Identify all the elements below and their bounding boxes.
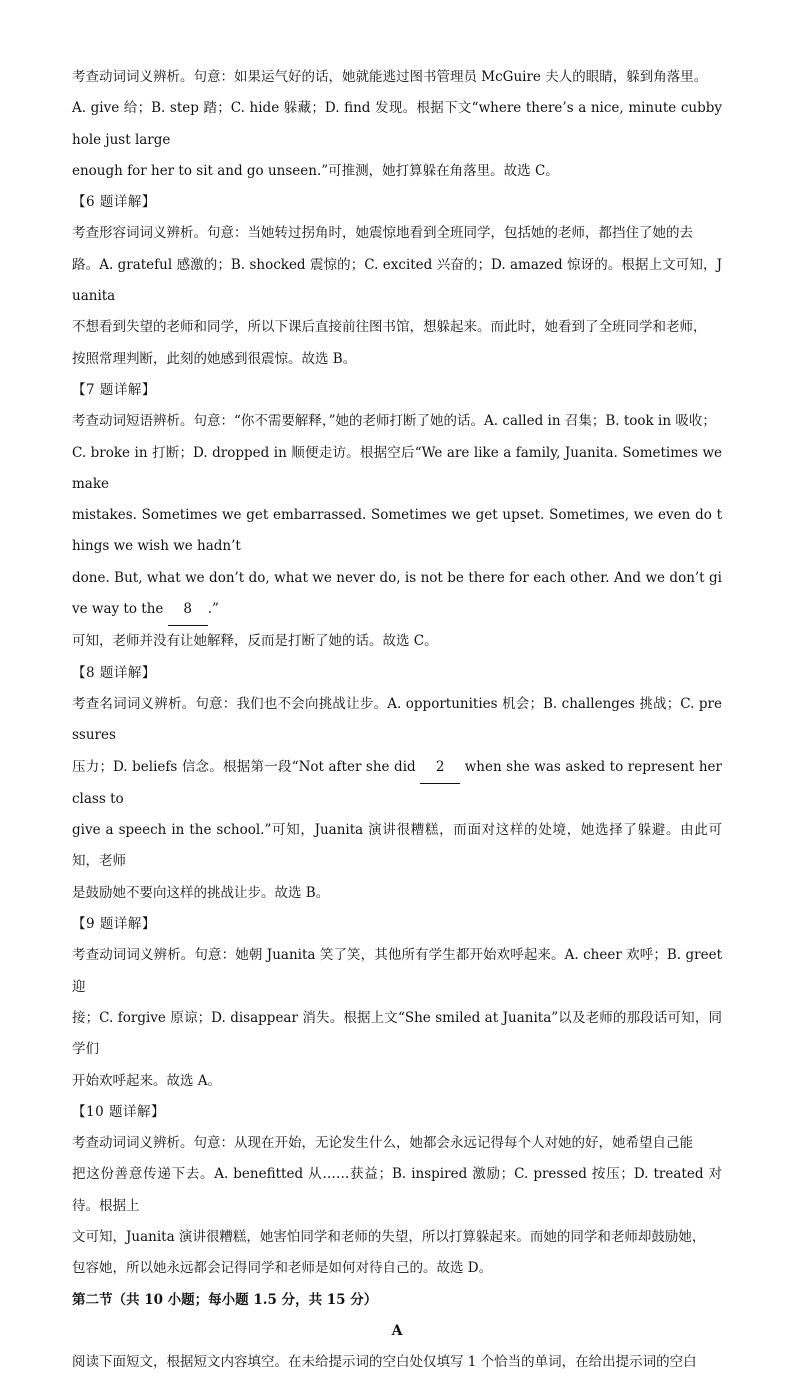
q8-line-1: 考查名词词义辨析。句意：我们也不会向挑战让步。A. opportunities 机会；B. challenges 挑战；C. pressures [72, 695, 722, 744]
q7-line-4-end: .” [207, 601, 219, 618]
q10-line-2: 把这份善意传递下去。A. benefitted 从……获益；B. inspired 激励；C. pressed 按压；D. treated 对待。根据上 [72, 1166, 722, 1214]
q9-line-1: 考查动词词义辨析。句意：她朝 Juanita 笑了笑，其他所有学生都开始欢呼起来。A. cheer 欢呼；B. greet 迎 [72, 947, 722, 995]
q9-heading: 【9 题详解】 [72, 916, 156, 933]
q7-line-4 [72, 563, 722, 627]
part-a-title: A [391, 1322, 403, 1339]
document-page [72, 62, 722, 1378]
q6-line-1: 考查形容词词义辨析。句意：当她转过拐角时，她震惊地看到全班同学，包括她的老师，都挡住了她的去 [72, 225, 693, 242]
section-2-instruction: 阅读下面短文，根据短文内容填空。在未给提示词的空白处仅填写 1 个恰当的单词，在给出提示词的空白 [72, 1354, 697, 1371]
q6-heading: 【6 题详解】 [72, 194, 156, 211]
q10-heading: 【10 题详解】 [72, 1103, 165, 1120]
q8-line-3: give a speech in the school.”可知，Juanita 演讲很糟糕，而面对这样的处境，她选择了躲避。由此可知，老师 [72, 822, 722, 870]
q6-line-3: 不想看到失望的老师和同学，所以下课后直接前往图书馆，想躲起来。而此时，她看到了全班同学和老师， [72, 319, 707, 336]
q8-heading: 【8 题详解】 [72, 664, 156, 681]
q7-line-5: 可知，老师并没有让她解释，反而是打断了她的话。故选 C。 [72, 633, 438, 650]
q10-line-4: 包容她，所以她永远都会记得同学和老师是如何对待自己的。故选 D。 [72, 1260, 493, 1277]
q7-heading: 【7 题详解】 [72, 381, 156, 398]
q9-line-2: 接；C. forgive 原谅；D. disappear 消失。根据上文“She smiled at Juanita”以及老师的那段话可知，同学们 [72, 1009, 722, 1058]
q10-line-3: 文可知，Juanita 演讲很糟糕，她害怕同学和老师的失望，所以打算躲起来。而她的同学和老师却鼓励她， [72, 1228, 706, 1245]
q8-line-2-end: when she was asked to represent her class to [72, 758, 722, 807]
q6-line-2: 路。A. grateful 感激的；B. shocked 震惊的；C. excited 兴奋的；D. amazed 惊讶的。根据上文可知，Juanita [72, 256, 722, 305]
q8-line-2 [72, 752, 722, 816]
q7-line-4-text: done. But, what we don’t do, what we never do, is not be there for each other. And we don’t give way to the [72, 569, 722, 618]
q5-analysis-line-1: 考查动词词义辨析。句意：如果运气好的话，她就能逃过图书管理员 McGuire 夫人的眼睛，躲到角落里。 [72, 69, 708, 85]
blank-8: 8 [168, 594, 208, 626]
q6-line-4: 按照常理判断，此刻的她感到很震惊。故选 B。 [72, 350, 357, 367]
q7-line-1: 考查动词短语辨析。句意：“你不需要解释，”她的老师打断了她的话。A. called in 召集；B. took in 吸收； [72, 413, 716, 430]
q10-line-1: 考查动词词义辨析。句意：从现在开始，无论发生什么，她都会永远记得每个人对她的好，她希望自己能 [72, 1135, 693, 1152]
section-2-heading: 第二节（共 10 小题；每小题 1.5 分，共 15 分） [72, 1291, 378, 1308]
q7-line-3: mistakes. Sometimes we get embarrassed. Sometimes we get upset. Sometimes, we even do things we wish we hadn’t [72, 507, 722, 555]
q5-analysis-line-2: A. give 给；B. step 踏；C. hide 躲藏；D. find 发现。根据下文“where there’s a nice, minute cubbyhole just large [72, 100, 722, 148]
q8-line-2-text: 压力；D. beliefs 信念。根据第一段“Not after she did [72, 758, 421, 775]
q7-line-2: C. broke in 打断；D. dropped in 顺便走访。根据空后“We are like a family, Juanita. Sometimes we make [72, 444, 722, 492]
blank-2: 2 [420, 752, 460, 784]
q8-line-4: 是鼓励她不要向这样的挑战让步。故选 B。 [72, 884, 330, 901]
q9-line-3: 开始欢呼起来。故选 A。 [72, 1072, 222, 1089]
q5-analysis-line-3: enough for her to sit and go unseen.”可推测，她打算躲在角落里。故选 C。 [72, 162, 559, 179]
